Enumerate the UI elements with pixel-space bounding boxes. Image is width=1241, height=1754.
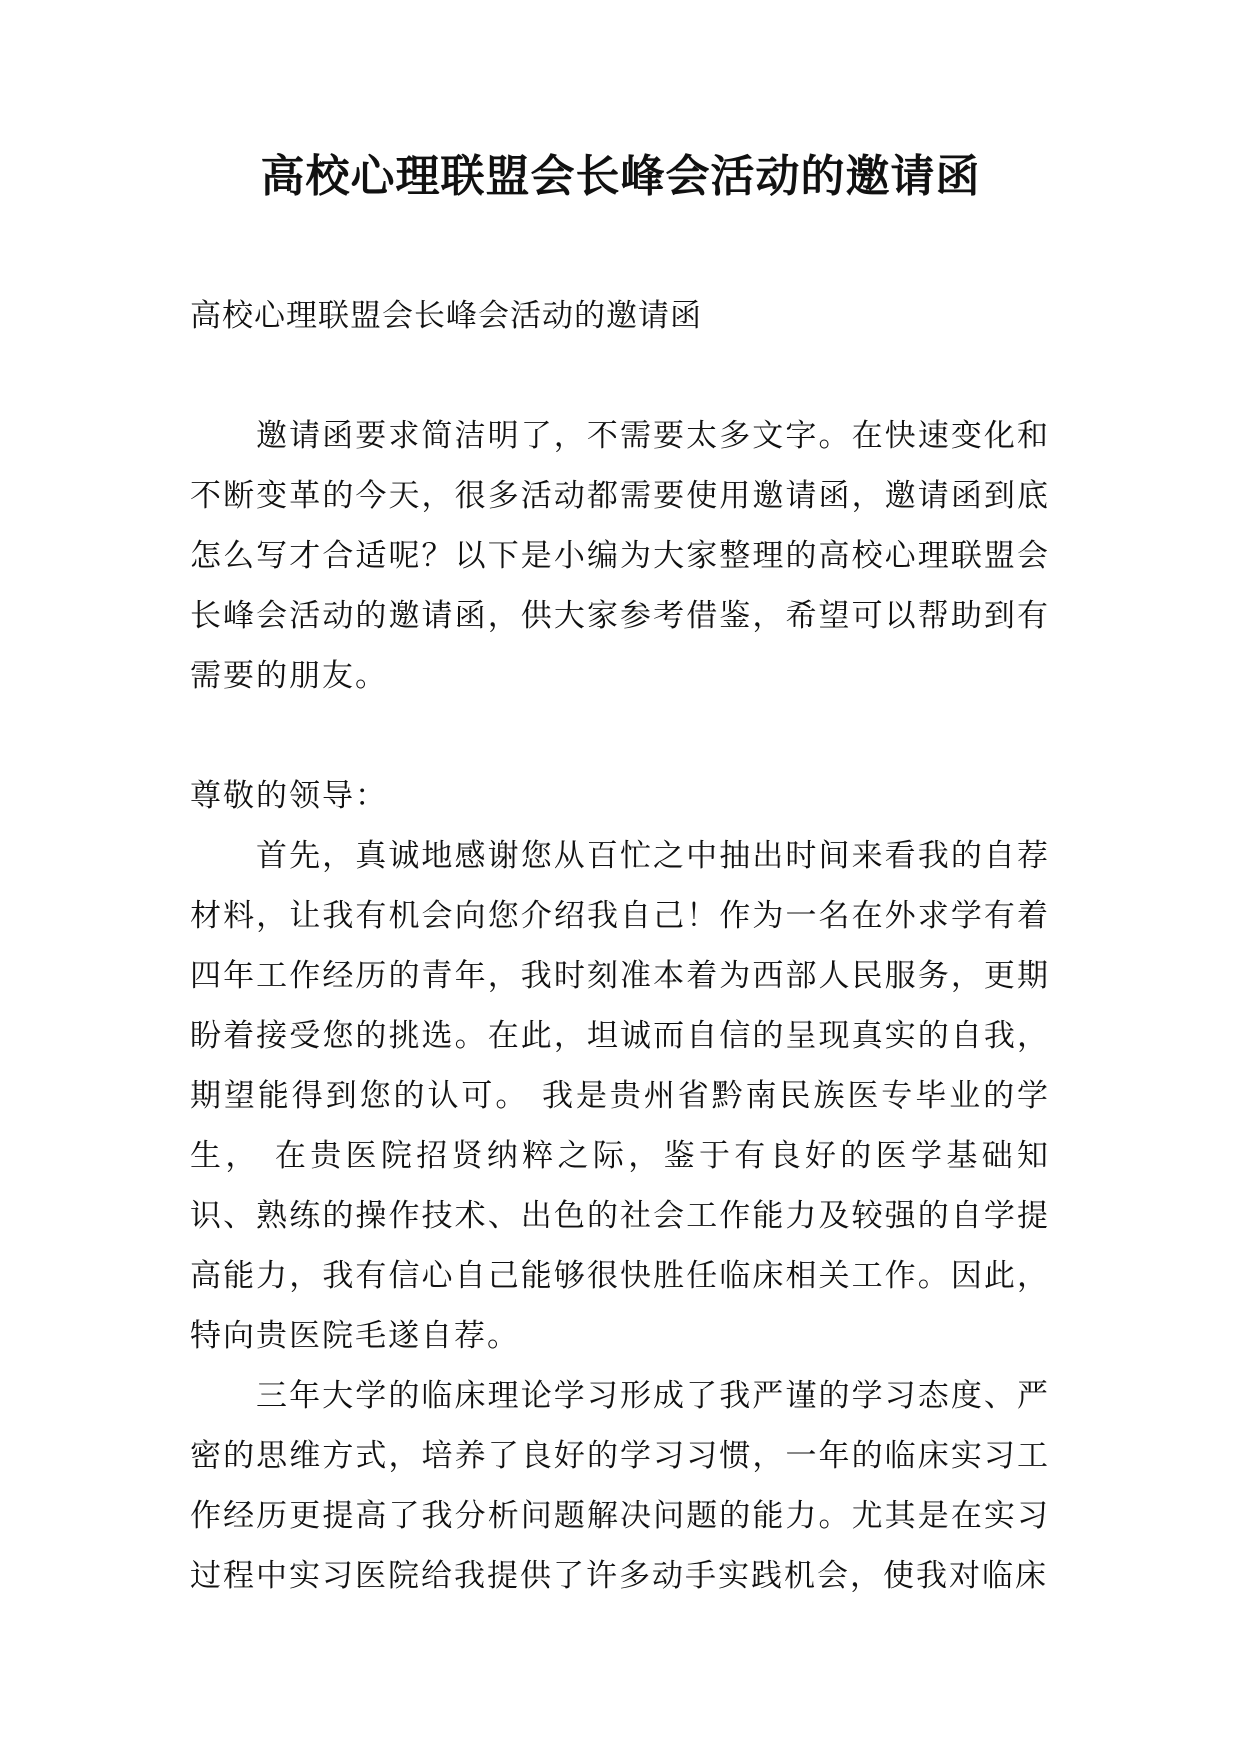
document-title: 高校心理联盟会长峰会活动的邀请函 xyxy=(260,151,981,202)
document-body xyxy=(190,286,1050,1606)
body-paragraph-2: 三年大学的临床理论学习形成了我严谨的学习态度、严密的思维方式，培养了良好的学习习惯，一年的临床实习工作经历更提高了我分析问题解决问题的能力。尤其是在实习过程中实习医院给我提供了许多动手实践机会，使我对临床 xyxy=(190,1378,1050,1594)
intro-paragraph: 邀请函要求简洁明了，不需要太多文字。在快速变化和不断变革的今天，很多活动都需要使用邀请函，邀请函到底怎么写才合适呢？以下是小编为大家整理的高校心理联盟会长峰会活动的邀请函，供大家参考借鉴，希望可以帮助到有需要的朋友。 xyxy=(190,418,1050,694)
body-paragraph-1: 首先，真诚地感谢您从百忙之中抽出时间来看我的自荐材料，让我有机会向您介绍我自己！作为一名在外求学有着四年工作经历的青年，我时刻准本着为西部人民服务，更期盼着接受您的挑选。在此，坦诚而自信的呈现真实的自我，期望能得到您的认可。 我是贵州省黔南民族医专毕业的学生， 在贵医院招贤纳粹之际，鉴于有良好的医学基础知识、熟练的操作技术、出色的社会工作能力及较强的自学提高能力，我有信心自己能够很快胜任临床相关工作。因此，特向贵医院毛遂自荐。 xyxy=(190,838,1050,1354)
salutation: 尊敬的领导： xyxy=(190,778,388,814)
document-subtitle: 高校心理联盟会长峰会活动的邀请函 xyxy=(190,298,702,334)
